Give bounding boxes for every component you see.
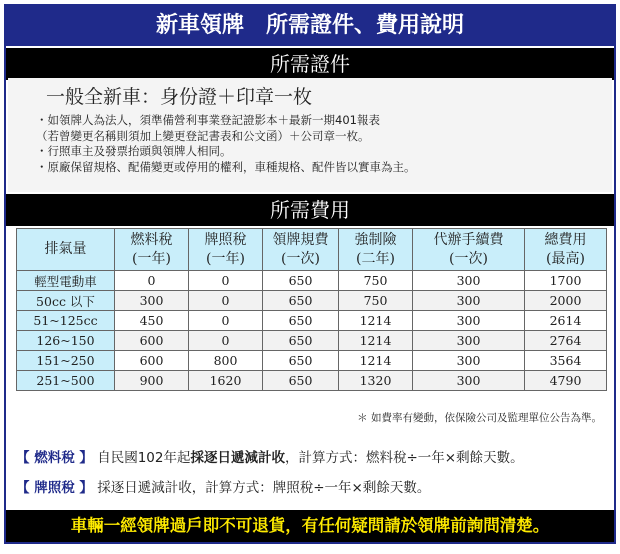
table-cell: 650 [263, 291, 339, 311]
col-header-displacement [17, 229, 115, 271]
fuel-tax-rule-prefix: 自民國102年起 [97, 450, 191, 466]
col-header-period: (一年) [132, 250, 171, 267]
documents-notes [36, 113, 416, 175]
col-header-label: 領牌規費 [272, 231, 329, 248]
table-cell: 300 [413, 311, 525, 331]
table-row [17, 331, 607, 351]
table-cell: 0 [115, 271, 189, 291]
table-cell: 750 [339, 271, 413, 291]
table-cell: 300 [413, 271, 525, 291]
table-cell: 4790 [525, 371, 607, 391]
table-cell: 300 [413, 291, 525, 311]
col-header-period: (最高) [546, 250, 585, 267]
col-header-period: (一次) [281, 250, 320, 267]
col-header-label: 燃料稅 [130, 231, 173, 248]
table-row [17, 291, 607, 311]
col-header-label: 總費用 [544, 231, 587, 248]
table-cell: 1214 [339, 331, 413, 351]
col-header-period: (二年) [356, 250, 395, 267]
table-cell: 51~125cc [17, 311, 115, 331]
col-header-label: 牌照稅 [204, 231, 247, 248]
section-heading-fees: 所需費用 [6, 194, 614, 226]
table-cell: 1214 [339, 351, 413, 371]
table-row [17, 351, 607, 371]
table-cell: 0 [189, 311, 263, 331]
col-header-label: 強制險 [354, 231, 397, 248]
table-cell: 300 [413, 371, 525, 391]
col-header-period: (一年) [206, 250, 245, 267]
document-frame [4, 4, 616, 544]
license-tax-rule [16, 476, 430, 496]
table-cell: 800 [189, 351, 263, 371]
table-cell: 2764 [525, 331, 607, 351]
col-header-fuel-tax [115, 229, 189, 271]
table-cell: 1620 [189, 371, 263, 391]
table-cell: 300 [413, 351, 525, 371]
table-cell: 300 [413, 331, 525, 351]
table-cell: 650 [263, 351, 339, 371]
col-header-total [525, 229, 607, 271]
table-cell: 300 [115, 291, 189, 311]
table-cell: 251~500 [17, 371, 115, 391]
table-cell: 1700 [525, 271, 607, 291]
section-heading-documents: 所需證件 [6, 48, 614, 80]
table-cell: 輕型電動車 [17, 271, 115, 291]
table-cell: 0 [189, 291, 263, 311]
table-cell: 600 [115, 331, 189, 351]
note-line: ・行照車主及發票抬頭與領牌人相同。 [36, 144, 232, 158]
fees-table [16, 228, 607, 391]
table-cell: 151~250 [17, 351, 115, 371]
table-cell: 750 [339, 291, 413, 311]
table-cell: 2000 [525, 291, 607, 311]
table-cell: 1320 [339, 371, 413, 391]
table-cell: 650 [263, 311, 339, 331]
table-cell: 600 [115, 351, 189, 371]
table-cell: 0 [189, 331, 263, 351]
table-cell: 900 [115, 371, 189, 391]
table-cell: 0 [189, 271, 263, 291]
fuel-tax-rule-suffix: ，計算方式：燃料稅÷一年×剩餘天數。 [284, 450, 524, 466]
table-cell: 1214 [339, 311, 413, 331]
table-cell: 650 [263, 371, 339, 391]
documents-main-line: 一般全新車：身份證＋印章一枚 [46, 86, 313, 108]
col-header-license-tax [189, 229, 263, 271]
col-header-agent-fee [413, 229, 525, 271]
table-cell: 650 [263, 331, 339, 351]
table-cell: 2614 [525, 311, 607, 331]
table-row [17, 371, 607, 391]
fuel-tax-rule [16, 446, 524, 466]
fuel-tax-tag: 【 燃料稅 】 [16, 450, 93, 466]
table-cell: 3564 [525, 351, 607, 371]
license-tax-rule-text: 採逐日遞減計收，計算方式：牌照稅÷一年×剩餘天數。 [97, 480, 431, 496]
col-header-period: (一次) [449, 250, 488, 267]
table-cell: 450 [115, 311, 189, 331]
table-row [17, 271, 607, 291]
note-line: （若曾變更名稱則須加上變更登記書表和公文函）＋公司章一枚。 [36, 128, 370, 143]
col-header-plate-fee [263, 229, 339, 271]
table-cell: 126~150 [17, 331, 115, 351]
page-title: 新車領牌 所需證件、費用說明 [6, 6, 614, 46]
table-cell: 50cc 以下 [17, 291, 115, 311]
col-header-label: 代辦手續費 [433, 231, 504, 248]
fuel-tax-rule-emphasis: 採逐日遞減計收 [190, 450, 285, 466]
table-cell: 650 [263, 271, 339, 291]
fees-table-header [17, 229, 607, 271]
col-header-label: 排氣量 [44, 241, 87, 257]
license-tax-tag: 【 牌照稅 】 [16, 480, 93, 496]
col-header-insurance [339, 229, 413, 271]
note-line: ・如領牌人為法人，須準備營利事業登記證影本＋最新一期401報表 [36, 113, 380, 127]
note-line: ・原廠保留規格、配備變更或停用的權利，車種規格、配件皆以實車為主。 [36, 159, 416, 174]
table-row [17, 311, 607, 331]
fees-footnote: ＊ 如費率有變動，依保險公司及監理單位公告為準。 [357, 412, 602, 424]
bottom-banner: 車輛一經領牌過戶即不可退貨，有任何疑問請於領牌前詢問清楚。 [6, 510, 614, 542]
